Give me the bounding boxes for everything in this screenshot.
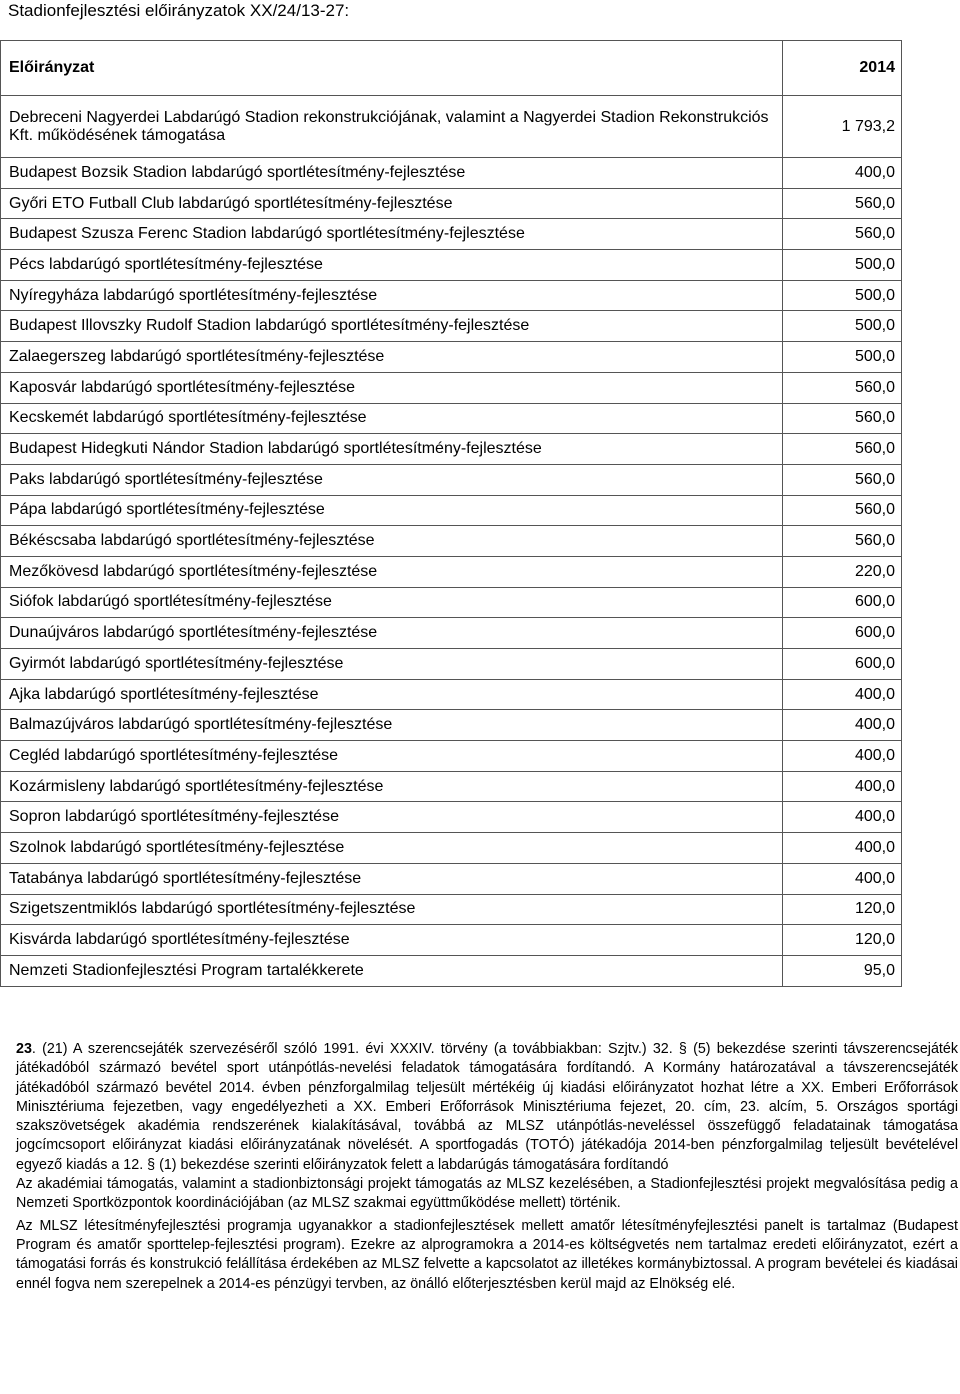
row-value: 400,0: [783, 833, 902, 864]
paragraph-23: [16, 1040, 958, 1175]
row-label: Balmazújváros labdarúgó sportlétesítmény-fejlesztése: [1, 710, 783, 741]
row-value: 400,0: [783, 802, 902, 833]
row-label: Szolnok labdarúgó sportlétesítmény-fejlesztése: [1, 833, 783, 864]
table-row: [1, 403, 902, 434]
row-value: 500,0: [783, 280, 902, 311]
row-label: Nyíregyháza labdarúgó sportlétesítmény-fejlesztése: [1, 280, 783, 311]
row-label: Siófok labdarúgó sportlétesítmény-fejlesztése: [1, 587, 783, 618]
paragraph-number: 23: [16, 1041, 32, 1057]
paragraph-academy: Az akadémiai támogatás, valamint a stadionbiztonsági projekt támogatás az MLSZ kezelésében, a Stadionfejlesztési projekt megvalósítása pedig a Nemzeti Sportközpontok koordinációjában (az MLSZ szakmai együttműködése mellett) történik.: [16, 1176, 958, 1212]
body-text: [16, 1040, 958, 1294]
table-row: [1, 311, 902, 342]
row-value: 400,0: [783, 741, 902, 772]
row-label: Budapest Szusza Ferenc Stadion labdarúgó sportlétesítmény-fejlesztése: [1, 219, 783, 250]
row-value: 95,0: [783, 955, 902, 986]
row-value: 120,0: [783, 894, 902, 925]
table-row: [1, 526, 902, 557]
row-label: Győri ETO Futball Club labdarúgó sportlétesítmény-fejlesztése: [1, 188, 783, 219]
table-row: [1, 771, 902, 802]
row-label: Budapest Illovszky Rudolf Stadion labdarúgó sportlétesítmény-fejlesztése: [1, 311, 783, 342]
paragraph-23-text: . (21) A szerencsejáték szervezéséről szóló 1991. évi XXXIV. törvény (a továbbiakban: Szjtv.) 32. § (5) bekezdése szerinti távszerencsejáték játékadóból származó bevétel sport utánpótlás-nevelési feladatok támogatására fordítandó. A Kormány határozatával a távszerencsejáték játékadóból származó bevétel 2014. évben pénzforgalmilag teljesült mértékéig új kiadási előirányzatot hozhat létre a XX. Emberi Erőforrások Minisztériuma fejezetben, vagy engedélyezheti a XX. Emberi Erőforrások Minisztériuma fejezet, 20. cím, 23. alcím, 5. Országos sportági szakszövetségek akadémia rendszerének kialakításával, továbbá az MLSZ utánpótlás-neveléssel összefüggő feladatainak támogatása jogcímcsoport előirányzat kiadási előirányzatának növelését. A sportfogadás (TOTÓ) játékadója 2014-ben pénzforgalmilag teljesült bevételével egyező kiadás a 12. § (1) bekezdése szerinti előirányzatok felett a labdarúgás támogatására fordítandó: [16, 1041, 958, 1173]
table-row: [1, 280, 902, 311]
table-row: [1, 833, 902, 864]
budget-table: [0, 40, 902, 987]
row-label: Tatabánya labdarúgó sportlétesítmény-fejlesztése: [1, 863, 783, 894]
table-row: [1, 372, 902, 403]
row-value: 600,0: [783, 618, 902, 649]
table-row: [1, 741, 902, 772]
row-value: 560,0: [783, 434, 902, 465]
section-heading: Stadionfejlesztési előirányzatok XX/24/13-27:: [8, 1, 350, 20]
table-row: [1, 925, 902, 956]
row-value: 120,0: [783, 925, 902, 956]
table-row: [1, 495, 902, 526]
row-label: Gyirmót labdarúgó sportlétesítmény-fejlesztése: [1, 649, 783, 680]
row-value: 560,0: [783, 495, 902, 526]
table-row: [1, 955, 902, 986]
row-label: Sopron labdarúgó sportlétesítmény-fejlesztése: [1, 802, 783, 833]
row-value: 560,0: [783, 403, 902, 434]
table-row: [1, 802, 902, 833]
row-value: 400,0: [783, 679, 902, 710]
table-row: [1, 710, 902, 741]
table-row: [1, 649, 902, 680]
table-row: [1, 618, 902, 649]
table-row: [1, 863, 902, 894]
row-label: Pápa labdarúgó sportlétesítmény-fejlesztése: [1, 495, 783, 526]
row-value: 560,0: [783, 464, 902, 495]
table-row: [1, 158, 902, 189]
row-value: 500,0: [783, 311, 902, 342]
row-label: Dunaújváros labdarúgó sportlétesítmény-fejlesztése: [1, 618, 783, 649]
row-label: Ajka labdarúgó sportlétesítmény-fejlesztése: [1, 679, 783, 710]
row-value: 400,0: [783, 771, 902, 802]
table-header-row: [1, 41, 902, 96]
row-value: 220,0: [783, 556, 902, 587]
row-value: 500,0: [783, 342, 902, 373]
table-row: [1, 219, 902, 250]
row-value: 400,0: [783, 158, 902, 189]
row-label: Szigetszentmiklós labdarúgó sportlétesítmény-fejlesztése: [1, 894, 783, 925]
row-label: Békéscsaba labdarúgó sportlétesítmény-fejlesztése: [1, 526, 783, 557]
row-value: 1 793,2: [783, 96, 902, 158]
row-value: 560,0: [783, 188, 902, 219]
row-value: 560,0: [783, 219, 902, 250]
table-row: [1, 342, 902, 373]
row-value: 600,0: [783, 649, 902, 680]
row-label: Paks labdarúgó sportlétesítmény-fejlesztése: [1, 464, 783, 495]
table-row: [1, 464, 902, 495]
row-value: 560,0: [783, 372, 902, 403]
table-row: [1, 434, 902, 465]
row-label: Budapest Bozsik Stadion labdarúgó sportlétesítmény-fejlesztése: [1, 158, 783, 189]
row-value: 500,0: [783, 250, 902, 281]
table-row: [1, 250, 902, 281]
row-label: Kisvárda labdarúgó sportlétesítmény-fejlesztése: [1, 925, 783, 956]
row-value: 400,0: [783, 863, 902, 894]
paragraph-mlsz-program: Az MLSZ létesítményfejlesztési programja ugyanakkor a stadionfejlesztések mellett amatőr létesítményfejlesztési panelt is tartalmaz (Budapest Program és amatőr sporttelep-fejlesztési program). Ezekre az alprogramokra a 2014-es költségvetés nem tartalmaz eredeti előirányzatot, ezért a támogatási forrás és konstrukció felállítása érdekében az MLSZ felvette a kapcsolatot az illetékes kormánybiztossal. A program bevételei és kiadásai ennél fogva nem szerepelnek a 2014-es pénzügyi tervben, az önálló előterjesztésben kerül majd az Elnökség elé.: [16, 1217, 958, 1292]
table-row: [1, 679, 902, 710]
row-label: Debreceni Nagyerdei Labdarúgó Stadion rekonstrukciójának, valamint a Nagyerdei Stadion Rekonstrukciós Kft. működésének támogatása: [1, 96, 783, 158]
row-value: 560,0: [783, 526, 902, 557]
table-row: [1, 188, 902, 219]
header-year: 2014: [783, 41, 902, 96]
row-label: Kecskemét labdarúgó sportlétesítmény-fejlesztése: [1, 403, 783, 434]
row-label: Zalaegerszeg labdarúgó sportlétesítmény-fejlesztése: [1, 342, 783, 373]
header-label: Előirányzat: [1, 41, 783, 96]
row-label: Kaposvár labdarúgó sportlétesítmény-fejlesztése: [1, 372, 783, 403]
table-row: [1, 556, 902, 587]
table-row: [1, 96, 902, 158]
row-label: Nemzeti Stadionfejlesztési Program tartalékkerete: [1, 955, 783, 986]
row-value: 400,0: [783, 710, 902, 741]
table-row: [1, 894, 902, 925]
row-label: Pécs labdarúgó sportlétesítmény-fejlesztése: [1, 250, 783, 281]
row-label: Cegléd labdarúgó sportlétesítmény-fejlesztése: [1, 741, 783, 772]
row-label: Mezőkövesd labdarúgó sportlétesítmény-fejlesztése: [1, 556, 783, 587]
row-value: 600,0: [783, 587, 902, 618]
row-label: Budapest Hidegkuti Nándor Stadion labdarúgó sportlétesítmény-fejlesztése: [1, 434, 783, 465]
row-label: Kozármisleny labdarúgó sportlétesítmény-fejlesztése: [1, 771, 783, 802]
table-row: [1, 587, 902, 618]
